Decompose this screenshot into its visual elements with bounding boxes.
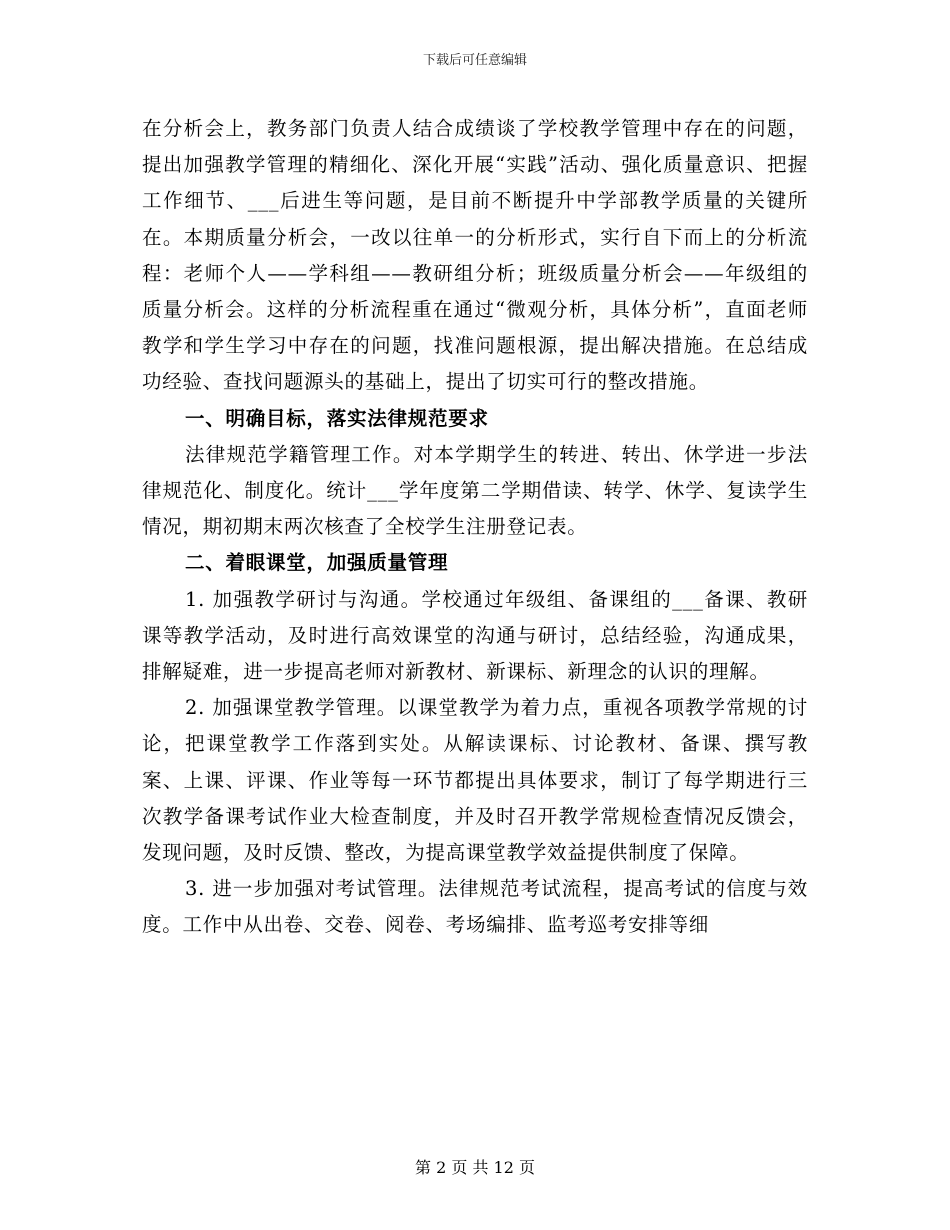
paragraph-analysis-meeting: 在分析会上，教务部门负责人结合成绩谈了学校教学管理中存在的问题，提出加强教学管理的精细化、深化开展“实践”活动、强化质量意识、把握工作细节、___后进生等问题，是目前不断提升中学部教学质量的关键所在。本期质量分析会，一改以往单一的分析形式，实行自下而上的分析流程：老师个人——学科组——教研组分析；班级质量分析会——年级组的质量分析会。这样的分析流程重在通过“微观分析，具体分析”，直面老师教学和学生学习中存在的问题，找准问题根源，提出解决措施。在总结成功经验、查找问题源头的基础上，提出了切实可行的整改措施。	[142, 117, 808, 394]
section-heading-2: 二、着眼课堂，加强质量管理	[185, 551, 449, 575]
paragraph-item-1: 1. 加强教学研讨与沟通。学校通过年级组、备课组的___备课、教研课等教学活动，及时进行高效课堂的沟通与研讨，总结经验，沟通成果，排解疑难，进一步提高老师对新教材、新课标、新理念的认识的理解。	[142, 587, 808, 684]
paragraph-item-3: 3. 进一步加强对考试管理。法律规范考试流程，提高考试的信度与效度。工作中从出卷、交卷、阅卷、考场编排、监考巡考安排等细	[142, 877, 808, 937]
paragraph-student-registry: 法律规范学籍管理工作。对本学期学生的转进、转出、休学进一步法律规范化、制度化。统计___学年度第二学期借读、转学、休学、复读学生情况，期初期末两次核查了全校学生注册登记表。	[142, 442, 808, 539]
section-heading-1: 一、明确目标，落实法律规范要求	[185, 406, 489, 430]
page-number-footer: 第 2 页 共 12 页	[415, 1158, 535, 1177]
document-body	[142, 111, 808, 944]
page-header: 下载后可任意编辑	[422, 53, 527, 68]
paragraph-item-2: 2. 加强课堂教学管理。以课堂教学为着力点，重视各项教学常规的讨论，把课堂教学工作落到实处。从解读课标、讨论教材、备课、撰写教案、上课、评课、作业等每一环节都提出具体要求，制订了每学期进行三次教学备课考试作业大检查制度，并及时召开教学常规检查情况反馈会，发现问题，及时反馈、整改，为提高课堂教学效益提供制度了保障。	[142, 696, 808, 865]
